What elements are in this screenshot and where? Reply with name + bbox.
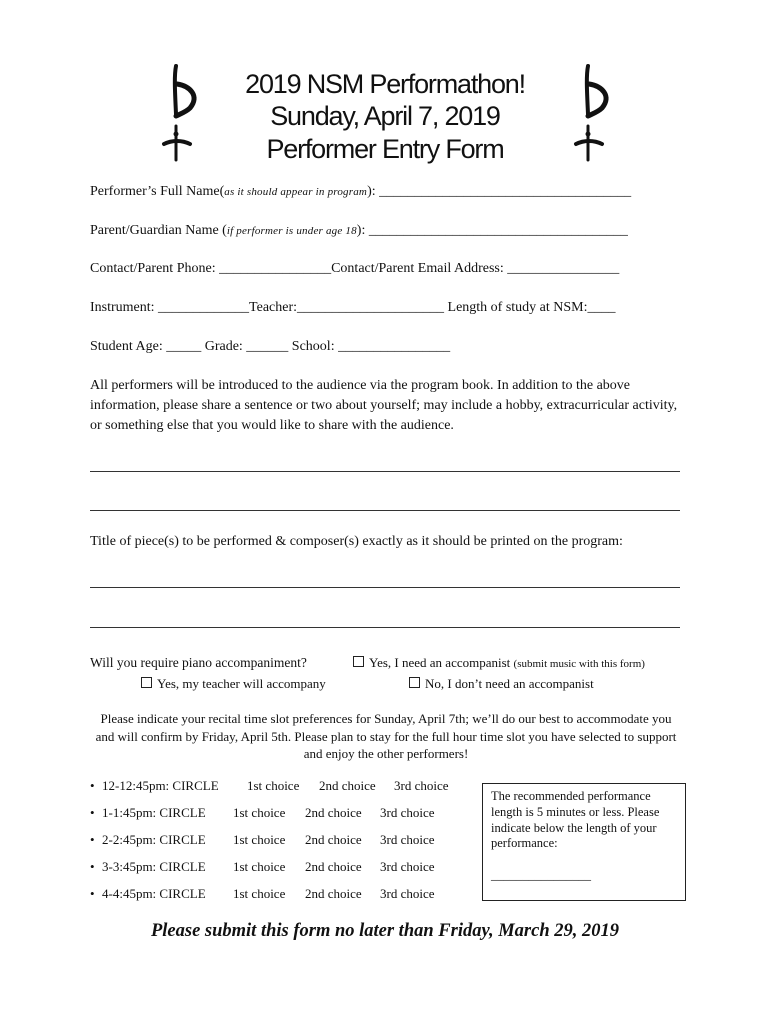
bullet: • [90,859,95,874]
checkbox-icon[interactable] [409,677,420,688]
third-choice-option[interactable]: 3rd choice [380,805,435,820]
second-choice-option[interactable]: 2nd choice [305,886,362,901]
full-name-hint: as it should appear in program [224,186,368,198]
piece-line-2[interactable] [90,627,680,628]
form-title: Performer Entry Form [266,134,504,164]
no-accompanist-label: No, I don’t need an accompanist [425,676,594,691]
second-choice-option[interactable]: 2nd choice [305,832,362,847]
piece-line-1[interactable] [90,587,680,588]
first-choice-option[interactable]: 1st choice [233,805,286,820]
page-title: 2019 NSM Performathon! [245,69,525,99]
timeslot-time: 3-3:45pm: CIRCLE [102,859,206,874]
accompanist-needed-note: (submit music with this form) [513,658,645,670]
full-name-blank: ): ____________________________________ [367,184,632,199]
bullet: • [90,886,95,901]
checkbox-icon[interactable] [141,677,152,688]
first-choice-option[interactable]: 1st choice [233,886,286,901]
parent-name-hint: if performer is under age 18 [226,225,357,237]
third-choice-option[interactable]: 3rd choice [380,859,435,874]
first-choice-option[interactable]: 1st choice [233,832,286,847]
bio-line-1[interactable] [90,471,680,472]
teacher-accompany-option[interactable] [141,675,326,693]
accompanist-needed-label: Yes, I need an accompanist [369,655,511,670]
accompanist-needed-option[interactable] [353,654,645,673]
parent-name-blank: ): _____________________________________ [356,223,628,238]
bullet: • [90,805,95,820]
no-accompanist-option[interactable] [409,675,594,693]
teacher-accompany-label: Yes, my teacher will accompany [157,676,326,691]
performance-length-blank[interactable]: ________________ [491,868,591,882]
accompaniment-question: Will you require piano accompaniment? [90,655,307,670]
performance-length-box [482,783,686,901]
contact-field[interactable]: Contact/Parent Phone: ________________Contact/Parent Email Address: ________________ [90,261,620,276]
timeslot-time: 4-4:45pm: CIRCLE [102,886,206,901]
full-name-field[interactable] [90,183,631,201]
third-choice-option[interactable]: 3rd choice [394,778,449,793]
bullet: • [90,778,95,793]
timeslot-instructions: Please indicate your recital time slot preferences for Sunday, April 7th; we’ll do our best to accommodate you and will confirm by Friday, April 5th. Please plan to stay for the full hour time slot you have selected to support and enjoy the other performers! [95,711,677,761]
first-choice-option[interactable]: 1st choice [233,859,286,874]
instrument-field[interactable]: Instrument: _____________Teacher:_____________________ Length of study at NSM:____ [90,300,616,315]
second-choice-option[interactable]: 2nd choice [319,778,376,793]
second-choice-option[interactable]: 2nd choice [305,805,362,820]
full-name-label: Performer’s Full Name( [90,184,225,199]
parent-name-label: Parent/Guardian Name ( [90,223,227,238]
first-choice-option[interactable]: 1st choice [247,778,300,793]
parent-name-field[interactable] [90,222,628,240]
second-choice-option[interactable]: 2nd choice [305,859,362,874]
intro-paragraph: All performers will be introduced to the audience via the program book. In addition to the above information, please share a sentence or two about yourself; may include a hobby, extracurricular activity, or something else that you would like to share with the audience. [90,378,678,433]
student-age-field[interactable]: Student Age: _____ Grade: ______ School: ________________ [90,339,451,354]
event-date: Sunday, April 7, 2019 [270,101,500,131]
third-choice-option[interactable]: 3rd choice [380,832,435,847]
bullet: • [90,832,95,847]
timeslot-time: 2-2:45pm: CIRCLE [102,832,206,847]
submission-deadline: Please submit this form no later than Friday, March 29, 2019 [150,921,620,941]
performance-length-text: The recommended performance length is 5 minutes or less. Please indicate below the length of your performance: [491,789,660,851]
third-choice-option[interactable]: 3rd choice [380,886,435,901]
checkbox-icon[interactable] [353,656,364,667]
timeslot-time: 12-12:45pm: CIRCLE [102,778,219,793]
timeslot-time: 1-1:45pm: CIRCLE [102,805,206,820]
piece-label: Title of piece(s) to be performed & composer(s) exactly as it should be printed on the program: [90,534,623,549]
bio-line-2[interactable] [90,510,680,511]
